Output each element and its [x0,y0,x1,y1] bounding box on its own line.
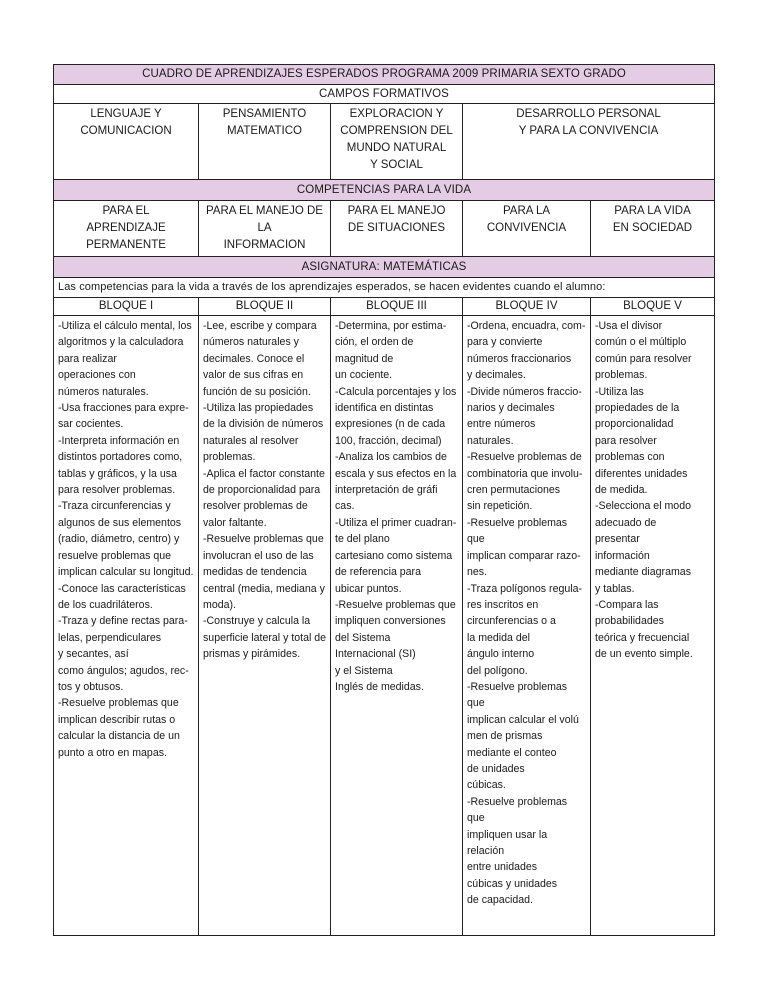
campos-formativos-header: CAMPOS FORMATIVOS [54,85,714,104]
campo-desarrollo: DESARROLLO PERSONAL Y PARA LA CONVIVENCIA [516,108,661,137]
bloque-4 [463,298,591,935]
competencia-situaciones: PARA EL MANEJO DE SITUACIONES [331,201,463,256]
bloque-5-text: -Usa el divisor común o el múltiplo común para resolver problemas. -Utiliza las propiedades de la proporcionalidad para resolver problemas con diferentes unidades de medida. -Selecciona el modo adecuado de presentar información mediante diagramas y tablas. -Compara las probabilidades teórica y frecuencial de un evento simple. [595,320,693,661]
campo-lenguaje: LENGUAJE Y COMUNICACION [54,104,199,179]
bloque-1-title: BLOQUE I [54,298,198,316]
bloque-4-title: BLOQUE IV [463,298,590,316]
bloque-4-text: -Ordena, encuadra, com- para y convierte números fraccionarios y decimales. -Divide números fraccio- narios y decimales entre números naturales. -Resuelve problemas de combinatoria que involu- cren permutaciones sin repetición. -Resuelve problemas que implican comparar razo- nes. -Traza polígonos regula- res inscritos en circunferencias o a la medida del ángulo interno del polígono. -Resuelve problemas que implican calcular el volú men de prismas mediante el conteo de unidades cúbicas. -Resuelve problemas que impliquen usar la relación entre unidades cúbicas y unidades de capacidad. [467,320,586,907]
competencias-header: COMPETENCIAS PARA LA VIDA [54,180,714,201]
table-title: CUADRO DE APRENDIZAJES ESPERADOS PROGRAMA 2009 PRIMARIA SEXTO GRADO [54,65,714,85]
bloque-2-title: BLOQUE II [199,298,330,316]
competencias-row [54,201,714,257]
bloques-row [54,298,714,935]
bloque-1-text: -Utiliza el cálculo mental, los algoritmos y la calculadora para realizar operaciones con números naturales. -Usa fracciones para expre- sar cocientes. -Interpreta información en distintos portadores como, tablas y gráficos, y la usa para resolver problemas. -Traza circunferencias y algunos de sus elementos (radio, diámetro, centro) y resuelve problemas que implican calcular su longitud. -Conoce las características de los cuadriláteros. -Traza y define rectas para- lelas, perpendiculares y secantes, así como ángulos; agudos, rec- tos y obtusos. -Resuelve problemas que implican describir rutas o calcular la distancia de un punto a otro en mapas. [58,320,194,759]
bloque-1 [54,298,199,935]
intro-text: Las competencias para la vida a través de los aprendizajes esperados, se hacen evidentes cuando el alumno: [54,278,714,298]
bloque-5-title: BLOQUE V [591,298,714,316]
bloque-3 [331,298,463,935]
competencia-aprendizaje: PARA EL APRENDIZAJE PERMANENTE [54,201,199,256]
bloque-3-title: BLOQUE III [331,298,462,316]
bloque-5 [591,298,714,935]
competencia-sociedad: PARA LA VIDA EN SOCIEDAD [612,205,693,234]
bloque-2 [199,298,331,935]
asignatura-header: ASIGNATURA: MATEMÁTICAS [54,257,714,278]
bloque-3-text: -Determina, por estima- ción, el orden de magnitud de un cociente. -Calcula porcentajes y los identifica en distintas expresiones (n de cada 100, fracción, decimal) -Analiza los cambios de escala y sus efectos en la interpretación de gráfi cas. -Utiliza el primer cuadran- te del plano cartesiano como sistema de referencia para ubicar puntos. -Resuelve problemas que impliquen conversiones del Sistema Internacional (SI) y el Sistema Inglés de medidas. [335,320,457,693]
competencia-informacion: PARA EL MANEJO DE LA INFORMACION [199,201,331,256]
campo-pensamiento: PENSAMIENTO MATEMATICO [199,104,331,179]
competencia-convivencia: PARA LA CONVIVENCIA [463,201,591,256]
campos-formativos-row [54,104,714,180]
bloque-2-text: -Lee, escribe y compara números naturales y decimales. Conoce el valor de sus cifras en función de su posición. -Utiliza las propiedades de la división de números naturales al resolver problemas. -Aplica el factor constante de proporcionalidad para resolver problemas de valor faltante. -Resuelve problemas que involucran el uso de las medidas de tendencia central (media, mediana y moda). -Construye y calcula la superficie lateral y total de prismas y pirámides. [203,320,327,661]
expected-learning-table [53,64,715,936]
campo-exploracion: EXPLORACION Y COMPRENSION DEL MUNDO NATURAL Y SOCIAL [331,104,463,179]
